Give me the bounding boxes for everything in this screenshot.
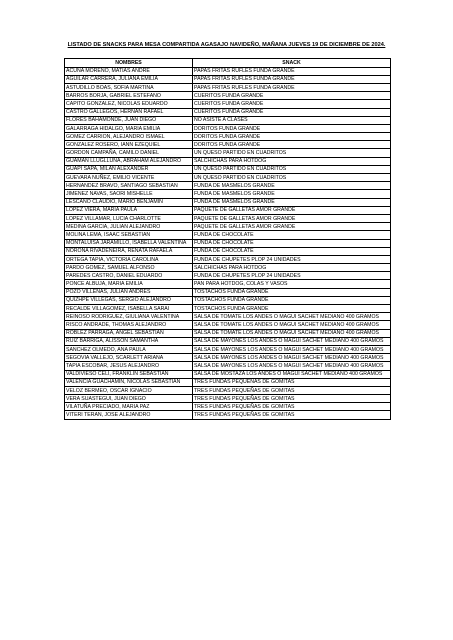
snack-cell: SALSA DE MAYONES LOS ANDES O MAGUI SACHET MEDIANO 400 GRAMOS (193, 362, 391, 370)
student-name-cell: REINOSO RODRIGUEZ, GIULIANA VALENTINA (65, 313, 193, 321)
table-row (65, 157, 391, 165)
snack-cell: FUNDA DE MASMELOS GRANDE (193, 190, 391, 198)
table-row (65, 280, 391, 288)
student-name-cell: PONCE ALBUJA, MARIA EMILIA (65, 280, 193, 288)
table-row (65, 75, 391, 83)
snack-cell: FUNDA DE CHUPETES PLOP 24 UNIDADES (193, 272, 391, 280)
snack-cell: SALSA DE MAYONES LOS ANDES O MAGUI SACHET MEDIANO 400 GRAMOS (193, 354, 391, 362)
student-name-cell: LESCANO CLAUDIO, MARIO BENJAMIN (65, 198, 193, 206)
table-row (65, 354, 391, 362)
snack-cell: SALSA DE TOMATE LOS ANDES O MAGUI SACHET MEDIANO 400 GRAMOS (193, 313, 391, 321)
table-row (65, 182, 391, 190)
snack-cell: PAPAS FRITAS RUFLES FUNDA GRANDE (193, 83, 391, 91)
snack-cell: TOSTACHOS FUNDA GRANDE (193, 288, 391, 296)
table-row (65, 92, 391, 100)
header-row (65, 59, 391, 68)
snack-cell: FUNDA DE CHOCOLATE (193, 231, 391, 239)
table-row (65, 296, 391, 304)
snack-cell: FUNDA DE CHUPETES PLOP 24 UNIDADES (193, 255, 391, 263)
snack-cell: FUNDA DE CHOCOLATE (193, 247, 391, 255)
snack-cell: TOSTACHOS FUNDA GRANDE (193, 296, 391, 304)
student-name-cell: TAPIA ESCOBAR, JESUS ALEJANDRO (65, 362, 193, 370)
snack-cell: TRES FUNDAS PEQUEÑAS DE GOMITAS (193, 395, 391, 403)
snack-cell: PAQUETE DE GALLETAS AMOR GRANDE (193, 223, 391, 231)
student-name-cell: MOLINA LEMA, ISAAC SEBASTIAN (65, 231, 193, 239)
snack-cell: TRES FUNDAS PEQUEÑAS DE GOMITAS (193, 386, 391, 394)
table-row (65, 272, 391, 280)
table-body (65, 67, 391, 419)
snack-cell: DORITOS FUNDA GRANDE (193, 124, 391, 132)
table-row (65, 386, 391, 394)
student-name-cell: GALARRAGA HIDALGO, MARIA EMILIA (65, 124, 193, 132)
snack-cell: TRES FUNDAS PEQUEÑAS DE GOMITAS (193, 411, 391, 419)
snack-cell: FUNDA DE MASMELOS GRANDE (193, 198, 391, 206)
snack-table (64, 58, 391, 420)
table-row (65, 223, 391, 231)
table-row (65, 190, 391, 198)
snack-cell: SALCHICHAS PARA HOTDOG (193, 157, 391, 165)
student-name-cell: GOMEZ CARRION, ALEJANDRO ISMAEL (65, 133, 193, 141)
snack-cell: SALSA DE TOMATE LOS ANDES O MAGUI SACHET MEDIANO 400 GRAMOS (193, 321, 391, 329)
student-name-cell: FLORES BAHAMONDE, JUAN DIEGO (65, 116, 193, 124)
snack-cell: UN QUESO PARTIDO EN CUADRITOS (193, 149, 391, 157)
table-row (65, 313, 391, 321)
snack-cell: FUNDA DE CHOCOLATE (193, 239, 391, 247)
snack-cell: SALSA DE MAYONES LOS ANDES O MAGUI SACHET MEDIANO 400 GRAMOS (193, 345, 391, 353)
snack-cell: NO ASISTE A CLASES (193, 116, 391, 124)
snack-cell: DORITOS FUNDA GRANDE (193, 141, 391, 149)
table-row (65, 141, 391, 149)
table-row (65, 174, 391, 182)
snack-cell: CUERITOS FUNDA GRANDE (193, 92, 391, 100)
snack-cell: UN QUESO PARTIDO EN CUADRITOS (193, 174, 391, 182)
student-name-cell: GUAPI SAPA, MILAN ALEXANDER (65, 165, 193, 173)
snack-cell: PAQUETE DE GALLETAS AMOR GRANDE (193, 206, 391, 214)
student-name-cell: QUIZHPE VILLEGAS, SERGIO ALEJANDRO (65, 296, 193, 304)
table-row (65, 255, 391, 263)
table-row (65, 149, 391, 157)
table-row (65, 411, 391, 419)
student-name-cell: VALDIVIESO CELI, FRANKLIN SEBASTIAN (65, 370, 193, 378)
table-row (65, 264, 391, 272)
table-row (65, 133, 391, 141)
student-name-cell: RUIZ BARRIGA, ALISSON SAMANTHA (65, 337, 193, 345)
student-name-cell: LOPEZ VIERA, MARIA PAULA (65, 206, 193, 214)
snack-cell: UN QUESO PARTIDO EN CUADRITOS (193, 165, 391, 173)
snack-cell: PAPAS FRITAS RUFLES FUNDA GRANDE (193, 75, 391, 83)
student-name-cell: PAREDES CASTRO, DANIEL EDUARDO (65, 272, 193, 280)
student-name-cell: SEGOVIA VALLEJO, SCARLETT ARIANA (65, 354, 193, 362)
snack-cell: SALCHICHAS PARA HOTDOG (193, 264, 391, 272)
student-name-cell: GONZALEZ ROSERO, IANN EZEQUIEL (65, 141, 193, 149)
student-name-cell: VITERI TERAN, JOSE ALEJANDRO (65, 411, 193, 419)
snack-cell: CUERITOS FUNDA GRANDE (193, 108, 391, 116)
table-row (65, 83, 391, 91)
student-name-cell: CASTRO GALLEGOS, HERNAN RAFAEL (65, 108, 193, 116)
student-name-cell: ASTUDILLO BOAS, SOFIA MARTINA (65, 83, 193, 91)
snack-cell: PAQUETE DE GALLETAS AMOR GRANDE (193, 214, 391, 222)
table-row (65, 329, 391, 337)
student-name-cell: MONTALUISA JARAMILLO, ISABELLA VALENTINA (65, 239, 193, 247)
student-name-cell: GUAMAN LLUGLLUNA, ABRAHAM ALEJANDRO (65, 157, 193, 165)
table-row (65, 214, 391, 222)
table-row (65, 403, 391, 411)
student-name-cell: GORDON CAMPAÑA, CAMILO DANIEL (65, 149, 193, 157)
student-name-cell: ORTEGA TAPIA, VICTORIA CAROLINA (65, 255, 193, 263)
table-row (65, 239, 391, 247)
student-name-cell: CAPITO GONZALEZ, NICOLAS EDUARDO (65, 100, 193, 108)
student-name-cell: VILATUÑA PRECIADO, MARIA PAZ (65, 403, 193, 411)
table-row (65, 116, 391, 124)
table-row (65, 165, 391, 173)
table-row (65, 395, 391, 403)
snack-cell: DORITOS FUNDA GRANDE (193, 133, 391, 141)
snack-cell: PAN PARA HOTDOG, COLAS Y VASOS (193, 280, 391, 288)
student-name-cell: BARROS BORJA, GABRIEL ESTEFANO (65, 92, 193, 100)
table-row (65, 206, 391, 214)
student-name-cell: MEDINA GARCIA, JULIAN ALEJANDRO (65, 223, 193, 231)
snack-cell: PAPAS FRITAS RUFLES FUNDA GRANDE (193, 67, 391, 75)
table-row (65, 100, 391, 108)
snack-cell: TRES FUNDAS PEQUEÑAS DE GOMITAS (193, 403, 391, 411)
student-name-cell: VERA SUASTEGUI, JUAN DIEGO (65, 395, 193, 403)
student-name-cell: NOROÑA RIVADENEIRA, RENATA RAFAELA (65, 247, 193, 255)
student-name-cell: ACUÑA MORENO, MATIAS ANDRE (65, 67, 193, 75)
student-name-cell: POZO VILLENAS, JULIAN ANDRES (65, 288, 193, 296)
student-name-cell: AGUILAR CARRERA, JULIANA EMILIA (65, 75, 193, 83)
snack-cell: TOSTACHOS FUNDA GRANDE (193, 305, 391, 313)
snack-cell: TRES FUNDAS PEQUEÑAS DE GOMITAS (193, 378, 391, 386)
student-name-cell: ROBLEZ PARRAGA, ANGEL SEBASTIAN (65, 329, 193, 337)
student-name-cell: PARDO GOMEZ, SAMUEL ALFONSO (65, 264, 193, 272)
student-name-cell: LOPEZ VILLAMAR, LUCIA CHARLOTTE (65, 214, 193, 222)
snack-cell: SALSA DE MOSTAZA LOS ANDES O MAGUI SACHET MEDIANO 400 GRAMOS (193, 370, 391, 378)
table-row (65, 362, 391, 370)
table-row (65, 321, 391, 329)
table-row (65, 370, 391, 378)
table-row (65, 198, 391, 206)
student-name-cell: RECALDE VILLAGOMEZ, ISABELLA SARAI (65, 305, 193, 313)
snack-cell: SALSA DE MAYONES LOS ANDES O MAGUI SACHET MEDIANO 400 GRAMOS (193, 337, 391, 345)
table-row (65, 378, 391, 386)
table-row (65, 67, 391, 75)
snack-cell: FUNDA DE MASMELOS GRANDE (193, 182, 391, 190)
student-name-cell: VELOZ BERMEO, OSCAR IGNACIO (65, 386, 193, 394)
snack-cell: SALSA DE TOMATE LOS ANDES O MAGUI SACHET MEDIANO 400 GRAMOS (193, 329, 391, 337)
student-name-cell: RISCO ANDRADE, THOMAS ALEJANDRO (65, 321, 193, 329)
student-name-cell: JIMENEZ NAVAS, SAORI MISHELLE (65, 190, 193, 198)
student-name-cell: GUEVARA NUÑEZ, EMILIO VICENTE (65, 174, 193, 182)
table-row (65, 247, 391, 255)
table-row (65, 288, 391, 296)
header-snack: SNACK (193, 59, 391, 68)
document-title: LISTADO DE SNACKS PARA MESA COMPARTIDA AGASAJO NAVIDEÑO, MAÑANA JUEVES 19 DE DICIEMBRE DE 2024. (67, 42, 386, 48)
table-row (65, 305, 391, 313)
table-row (65, 337, 391, 345)
table-row (65, 345, 391, 353)
table-row (65, 231, 391, 239)
student-name-cell: VALENCIA GUACHAMIN, NICOLAS SEBASTIAN (65, 378, 193, 386)
snack-cell: CUERITOS FUNDA GRANDE (193, 100, 391, 108)
table-row (65, 108, 391, 116)
table-header (65, 59, 391, 68)
table-row (65, 124, 391, 132)
header-names: NOMBRES (65, 59, 193, 68)
student-name-cell: HERNANDEZ BRAVO, SANTIAGO SEBASTIAN (65, 182, 193, 190)
student-name-cell: SANCHEZ OLMEDO, ANA PAULA (65, 345, 193, 353)
